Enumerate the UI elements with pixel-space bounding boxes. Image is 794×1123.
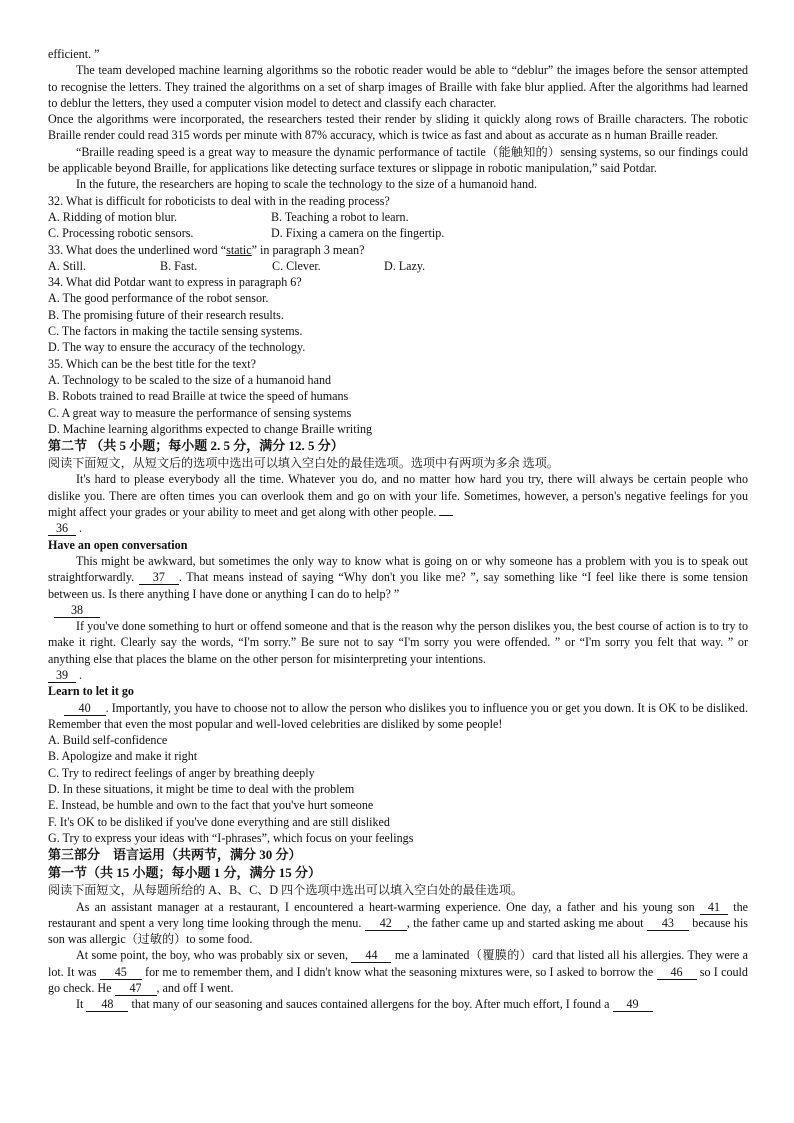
option: C. Clever. xyxy=(272,258,321,273)
blank xyxy=(439,515,453,516)
paragraph: “Braille reading speed is a great way to measure the dynamic performance of tactile（能触知的）sensing systems, so our findings could be applicable beyond Braille, for applications like detecting surface textures or slippage in robotic manipulation,” said Potdar. xyxy=(48,144,748,176)
question-stem: 33. What does the underlined word “static” in paragraph 3 mean? xyxy=(48,242,365,257)
paragraph: In the future, the researchers are hoping to scale the technology to the size of a humanoid hand. xyxy=(76,177,538,192)
option: B. The promising future of their research results. xyxy=(48,307,284,322)
instruction: 阅读下面短文，从短文后的选项中选出可以填入空白处的最佳选项。选项中有两项为多余 选项。 xyxy=(48,456,559,471)
blank-43: 43 xyxy=(647,917,689,931)
paragraph: This might be awkward, but sometimes the only way to know what is going on or why someone has a problem with you is to speak out straightforwardly. 37 . That means instead of saying “Why don't you like me? ”, say something like “I feel like there is some tension between us. Is there anything I have done or anything I can do to help? ” 38 xyxy=(48,553,748,617)
blank-39: 39 xyxy=(48,669,76,683)
option: A. The good performance of the robot sensor. xyxy=(48,291,269,306)
paragraph: It's hard to please everybody all the time. Whatever you do, and no matter how hard you try, there will always be certain people who dislike you. There are often times you can overlook them and go on with your life. Sometimes, however, a person's negative feelings for you might affect your grades or your ability to meet and get along with other people. 36 . xyxy=(48,472,748,536)
option-row xyxy=(48,225,748,241)
paragraph: At some point, the boy, who was probably six or seven, 44 me a laminated（覆膜的）card that listed all his allergies. They were a lot. It was 45 for me to remember them, and I didn't know what the seasoning mixtures were, so I asked to borrow the 46 so I could go check. He 47 , and off I went. xyxy=(48,948,749,996)
paragraph: If you've done something to hurt or offend someone and that is the reason why the person dislikes you, the best course of action is to try to make it right. Clearly say the words, “I'm sorry.” Be sure not to say “I'm sorry you were offended. ” or “I'm sorry you felt that way. ” or anything else that places the blame on the other person for misinterpreting your intentions. 39 . xyxy=(48,619,748,682)
option: D. The way to ensure the accuracy of the technology. xyxy=(48,340,306,355)
option: A. Still. xyxy=(48,258,86,273)
option: A. Build self-confidence xyxy=(48,733,168,748)
blank-48: 48 xyxy=(86,998,128,1012)
option: A. Ridding of motion blur. xyxy=(48,209,178,224)
blank-37: 37 xyxy=(139,571,179,585)
paragraph: As an assistant manager at a restaurant, I encountered a heart-warming experience. One day, a father and his young son 41 the restaurant and spent a very long time looking through the menu. 42 , the father came up and started asking me about 43 because his son was allergic（过敏的）to some food. xyxy=(48,899,749,947)
option: C. Processing robotic sensors. xyxy=(48,226,194,241)
option: C. Try to redirect feelings of anger by breathing deeply xyxy=(48,765,315,780)
question-stem: 32. What is difficult for roboticists to deal with in the reading process? xyxy=(48,193,390,208)
subheading: Have an open conversation xyxy=(48,537,188,552)
instruction: 阅读下面短文，从每题所给的 A、B、C、D 四个选项中选出可以填入空白处的最佳选项。 xyxy=(48,883,524,898)
option: A. Technology to be scaled to the size of a humanoid hand xyxy=(48,372,332,387)
option: E. Instead, be humble and own to the fact that you've hurt someone xyxy=(48,798,374,813)
underlined-word: static xyxy=(226,242,252,257)
section-heading: 第一节（共 15 小题；每小题 1 分，满分 15 分） xyxy=(48,865,322,881)
option-row xyxy=(48,258,748,274)
exam-page xyxy=(48,46,748,1013)
option: D. In these situations, it might be time to deal with the problem xyxy=(48,782,355,797)
blank-41: 41 xyxy=(700,901,728,915)
option: C. A great way to measure the performance of sensing systems xyxy=(48,405,352,420)
option: B. Robots trained to read Braille at twice the speed of humans xyxy=(48,389,349,404)
option: C. The factors in making the tactile sensing systems. xyxy=(48,324,303,339)
blank-45: 45 xyxy=(100,966,142,980)
blank-36: 36 xyxy=(48,522,76,536)
option-row xyxy=(48,209,748,225)
part-heading: 第三部分 语言运用（共两节，满分 30 分） xyxy=(48,847,302,863)
paragraph: 40 . Importantly, you have to choose not to allow the person who dislikes you to influence you or get you down. It is OK to be disliked. Remember that even the most popular and well-loved celebrities are disliked by some people! xyxy=(48,700,748,731)
section-heading: 第二节 （共 5 小题；每小题 2. 5 分，满分 12. 5 分） xyxy=(48,438,344,454)
question-stem: 34. What did Potdar want to express in paragraph 6? xyxy=(48,275,302,290)
blank-47: 47 xyxy=(115,982,157,996)
option: D. Machine learning algorithms expected to change Braille writing xyxy=(48,421,373,436)
option: G. Try to express your ideas with “I-phrases”, which focus on your feelings xyxy=(48,830,414,845)
blank-38: 38 xyxy=(54,604,100,618)
paragraph: It 48 that many of our seasoning and sauces contained allergens for the boy. After much effort, I found a 49 xyxy=(48,996,748,1012)
blank-49: 49 xyxy=(613,998,653,1012)
option: F. It's OK to be disliked if you've done everything and are still disliked xyxy=(48,814,390,829)
blank-42: 42 xyxy=(365,917,407,931)
blank-46: 46 xyxy=(657,966,697,980)
paragraph: efficient. ” xyxy=(48,47,100,61)
blank-44: 44 xyxy=(351,949,391,963)
paragraph: Once the algorithms were incorporated, the researchers tested their render by sliding it quickly along rows of Braille characters. The robotic Braille render could read 315 words per minute with 87% accuracy, which is twice as fast and about as accurate as n human Braille reader. xyxy=(48,112,748,143)
paragraph: The team developed machine learning algorithms so the robotic reader would be able to “deblur” the images before the sensor attempted to recognise the letters. They trained the algorithms on a set of sharp images of Braille with fake blur applied. After the algorithms had learned to deblur the letters, they used a computer vision model to detect and classify each character. xyxy=(48,63,748,110)
option: B. Apologize and make it right xyxy=(48,749,198,764)
option: B. Fast. xyxy=(160,258,198,273)
option: B. Teaching a robot to learn. xyxy=(271,209,409,224)
subheading: Learn to let it go xyxy=(48,684,134,699)
question-stem: 35. Which can be the best title for the text? xyxy=(48,356,256,371)
blank-40: 40 xyxy=(64,702,106,716)
option: D. Lazy. xyxy=(384,258,426,273)
option: D. Fixing a camera on the fingertip. xyxy=(271,226,445,241)
